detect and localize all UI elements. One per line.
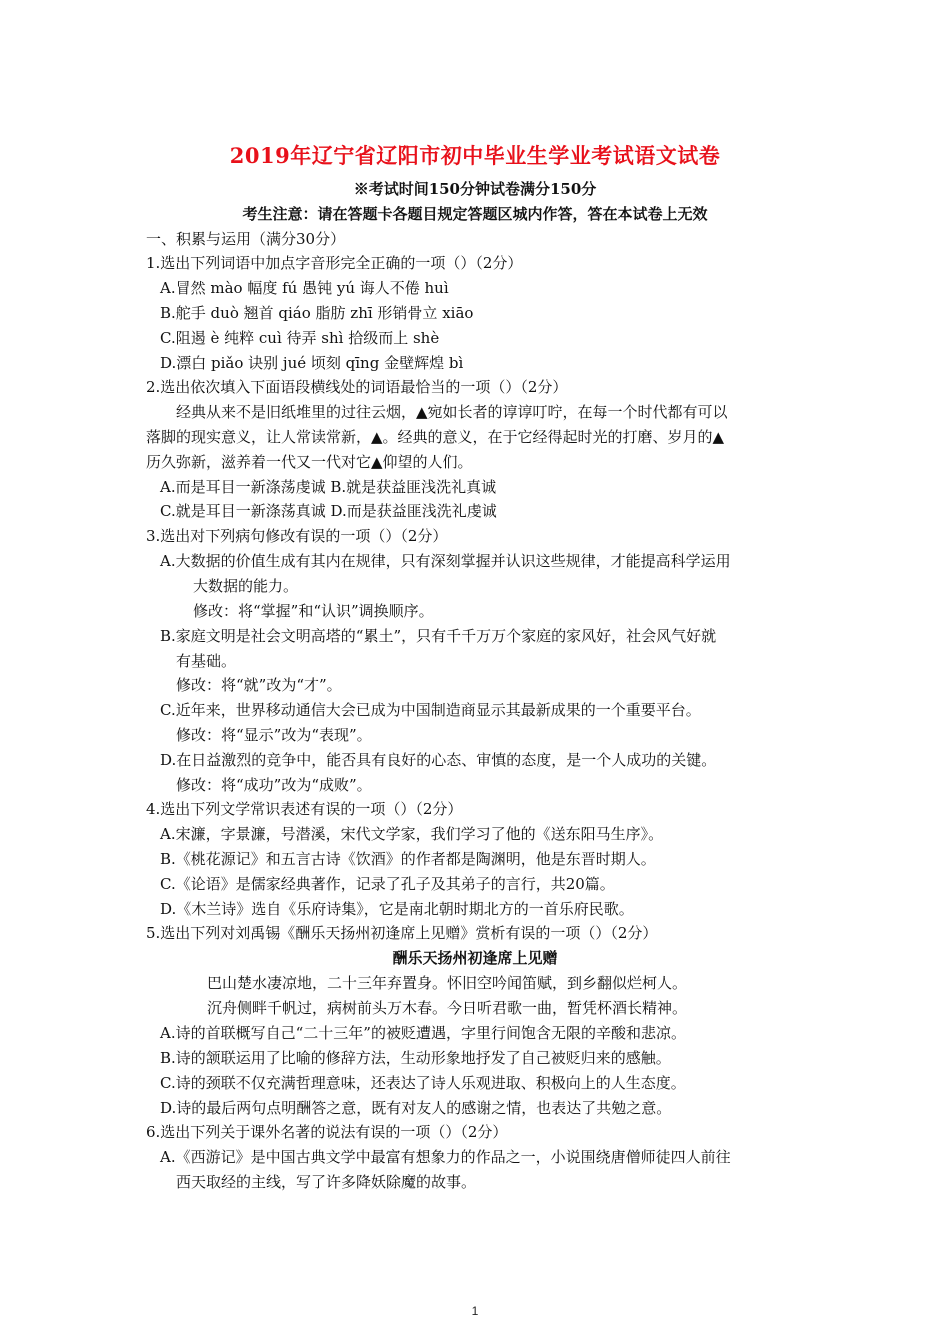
option-a: A.诗的首联概写自己“二十三年”的被贬遭遇，字里行间饱含无限的辛酸和悲凉。 [160,1024,686,1042]
exam-time: ※考试时间150分钟试卷满分150分 [353,180,597,198]
option-d: D.在日益激烈的竞争中，能否具有良好的心态、审慎的态度，是一个人成功的关键。 [160,751,717,769]
option-b: B.舵手 duò 翘首 qiáo 脂肪 zhī 形销骨立 xiāo [160,304,474,322]
notice: 考生注意：请在答题卡各题目规定答题区城内作答，答在本试卷上无效 [242,205,708,223]
passage-line: 历久弥新，滋养着一代又一代对它▲仰望的人们。 [146,453,473,471]
page-title: 2019年辽宁省辽阳市初中毕业生学业考试语文试卷 [229,143,721,168]
revision-note: 修改：将“就”改为“才”。 [176,676,342,694]
poem-title: 酬乐天扬州初逢席上见赠 [392,949,558,967]
page-number: 1 [471,1304,479,1318]
question-stem: 5.选出下列对刘禹锡《酬乐天扬州初逢席上见赠》赏析有误的一项（）（2分） [146,924,658,942]
option-c: C.阻遏 è 纯粹 cuì 待弄 shì 拾级而上 shè [160,329,440,347]
passage-line: 经典从来不是旧纸堆里的过往云烟，▲宛如长者的谆谆叮咛，在每一个时代都有可以 [176,403,728,421]
option-b: B.《桃花源记》和五言古诗《饮酒》的作者都是陶渊明，他是东晋时期人。 [160,850,656,868]
passage-line: 落脚的现实意义，让人常读常新，▲。经典的意义，在于它经得起时光的打磨、岁月的▲ [146,428,725,446]
question-stem: 4.选出下列文学常识表述有误的一项（）（2分） [146,800,463,818]
option-a-cont: 大数据的能力。 [193,577,299,595]
question-stem: 3.选出对下列病句修改有误的一项（）（2分） [146,527,448,545]
option-a: A.宋濂，字景濂，号潜溪，宋代文学家，我们学习了他的《送东阳马生序》。 [160,825,664,843]
question-stem: 2.选出依次填入下面语段横线处的词语最恰当的一项（）（2分） [146,378,568,396]
option-a: A.冒然 mào 幅度 fú 愚钝 yú 诲人不倦 huì [160,279,449,297]
option-c: C.《论语》是儒家经典著作，记录了孔子及其弟子的言行，共20篇。 [160,875,615,893]
option-a: A.大数据的价值生成有其内在规律，只有深刻掌握并认识这些规律，才能提高科学运用 [160,552,731,570]
option-b: B.家庭文明是社会文明高塔的“累土”，只有千千万万个家庭的家风好，社会风气好就 [160,627,717,645]
option-a-cont: 西天取经的主线，写了许多降妖除魔的故事。 [176,1173,477,1191]
option-c: C.近年来，世界移动通信大会已成为中国制造商显示其最新成果的一个重要平台。 [160,701,701,719]
revision-note: 修改：将“成功”改为“成败”。 [176,776,372,794]
option-b-cont: 有基础。 [176,652,237,670]
option-d: D.诗的最后两句点明酬答之意，既有对友人的感谢之情，也表达了共勉之意。 [160,1099,672,1117]
poem-line: 沉舟侧畔千帆过，病树前头万木春。今日听君歌一曲，暂凭杯酒长精神。 [207,999,688,1017]
option-d: D.《木兰诗》选自《乐府诗集》，它是南北朝时期北方的一首乐府民歌。 [160,900,634,918]
option-d: D.漂白 piǎo 诀别 jué 顷刻 qīng 金壁辉煌 bì [160,354,464,372]
poem-line: 巴山楚水凄凉地，二十三年弃置身。怀旧空吟闻笛赋，到乡翻似烂柯人。 [207,974,688,992]
option-ab: A.而是耳目一新涤荡虔诚 B.就是获益匪浅洗礼真诚 [160,478,497,496]
question-stem: 1.选出下列词语中加点字音形完全正确的一项（）（2分） [146,254,523,272]
option-b: B.诗的颔联运用了比喻的修辞方法，生动形象地抒发了自己被贬归来的感触。 [160,1049,671,1067]
option-a: A.《西游记》是中国古典文学中最富有想象力的作品之一，小说围绕唐僧师徒四人前往 [160,1148,731,1166]
section-heading: 一、积累与运用（满分30分） [146,230,346,248]
option-c: C.诗的颈联不仅充满哲理意味，还表达了诗人乐观进取、积极向上的人生态度。 [160,1074,686,1092]
question-stem: 6.选出下列关于课外名著的说法有误的一项（）（2分） [146,1123,508,1141]
revision-note: 修改：将“掌握”和“认识”调换顺序。 [193,602,434,620]
option-cd: C.就是耳目一新涤荡真诚 D.而是获益匪浅洗礼虔诚 [160,502,497,520]
revision-note: 修改：将“显示”改为“表现”。 [176,726,372,744]
